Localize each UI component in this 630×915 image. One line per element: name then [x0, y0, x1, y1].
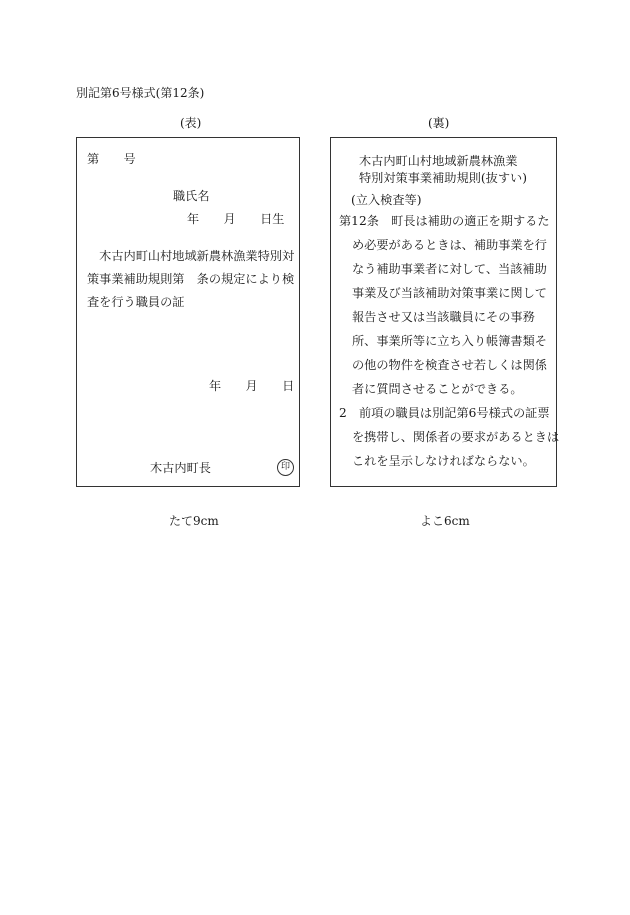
article-line-8: 者に質問させることができる。	[352, 382, 523, 396]
back-side-caption: (裏)	[428, 116, 450, 130]
body-line-2: 策事業補助規則第 条の規定により検	[87, 272, 295, 286]
back-heading-line-2: 特別対策事業補助規則(抜すい)	[359, 171, 527, 185]
back-heading-line-1: 木古内町山村地域新農林漁業	[359, 154, 518, 168]
article-line-4: 事業及び当該補助対策事業に関して	[352, 286, 547, 300]
back-size-label: よこ6cm	[420, 514, 470, 528]
issuer-name: 木古内町長	[150, 461, 211, 475]
seal-mark: 印	[277, 459, 294, 476]
article-line-10: を携帯し、関係者の要求があるときは	[352, 430, 560, 444]
article-line-5: 報告させ又は当該職員にその事務	[352, 310, 535, 324]
id-card-front	[76, 137, 300, 487]
body-line-3: 査を行う職員の証	[87, 295, 185, 309]
certificate-number: 第 号	[87, 152, 136, 166]
article-line-6: 所、事業所等に立ち入り帳簿書類そ	[352, 334, 547, 348]
section-title: (立入検査等)	[351, 193, 422, 207]
body-line-1: 木古内町山村地域新農林漁業特別対	[87, 249, 295, 263]
article-line-9: 2 前項の職員は別記第6号様式の証票	[339, 406, 550, 420]
article-line-7: の他の物件を検査させ若しくは関係	[352, 358, 547, 372]
front-size-label: たて9cm	[169, 514, 219, 528]
article-line-3: なう補助事業者に対して、当該補助	[352, 262, 547, 276]
name-title-label: 職氏名	[173, 189, 210, 203]
id-card-back	[330, 137, 560, 487]
article-line-11: これを呈示しなければならない。	[352, 454, 535, 468]
birth-date-line: 年 月 日生	[187, 212, 285, 226]
document-title: 別記第6号様式(第12条)	[76, 86, 205, 100]
article-line-2: め必要があるときは、補助事業を行	[352, 238, 547, 252]
article-line-1: 第12条 町長は補助の適正を期するた	[339, 214, 550, 228]
front-side-caption: (表)	[180, 116, 202, 130]
issue-date-line: 年 月 日	[209, 379, 295, 393]
